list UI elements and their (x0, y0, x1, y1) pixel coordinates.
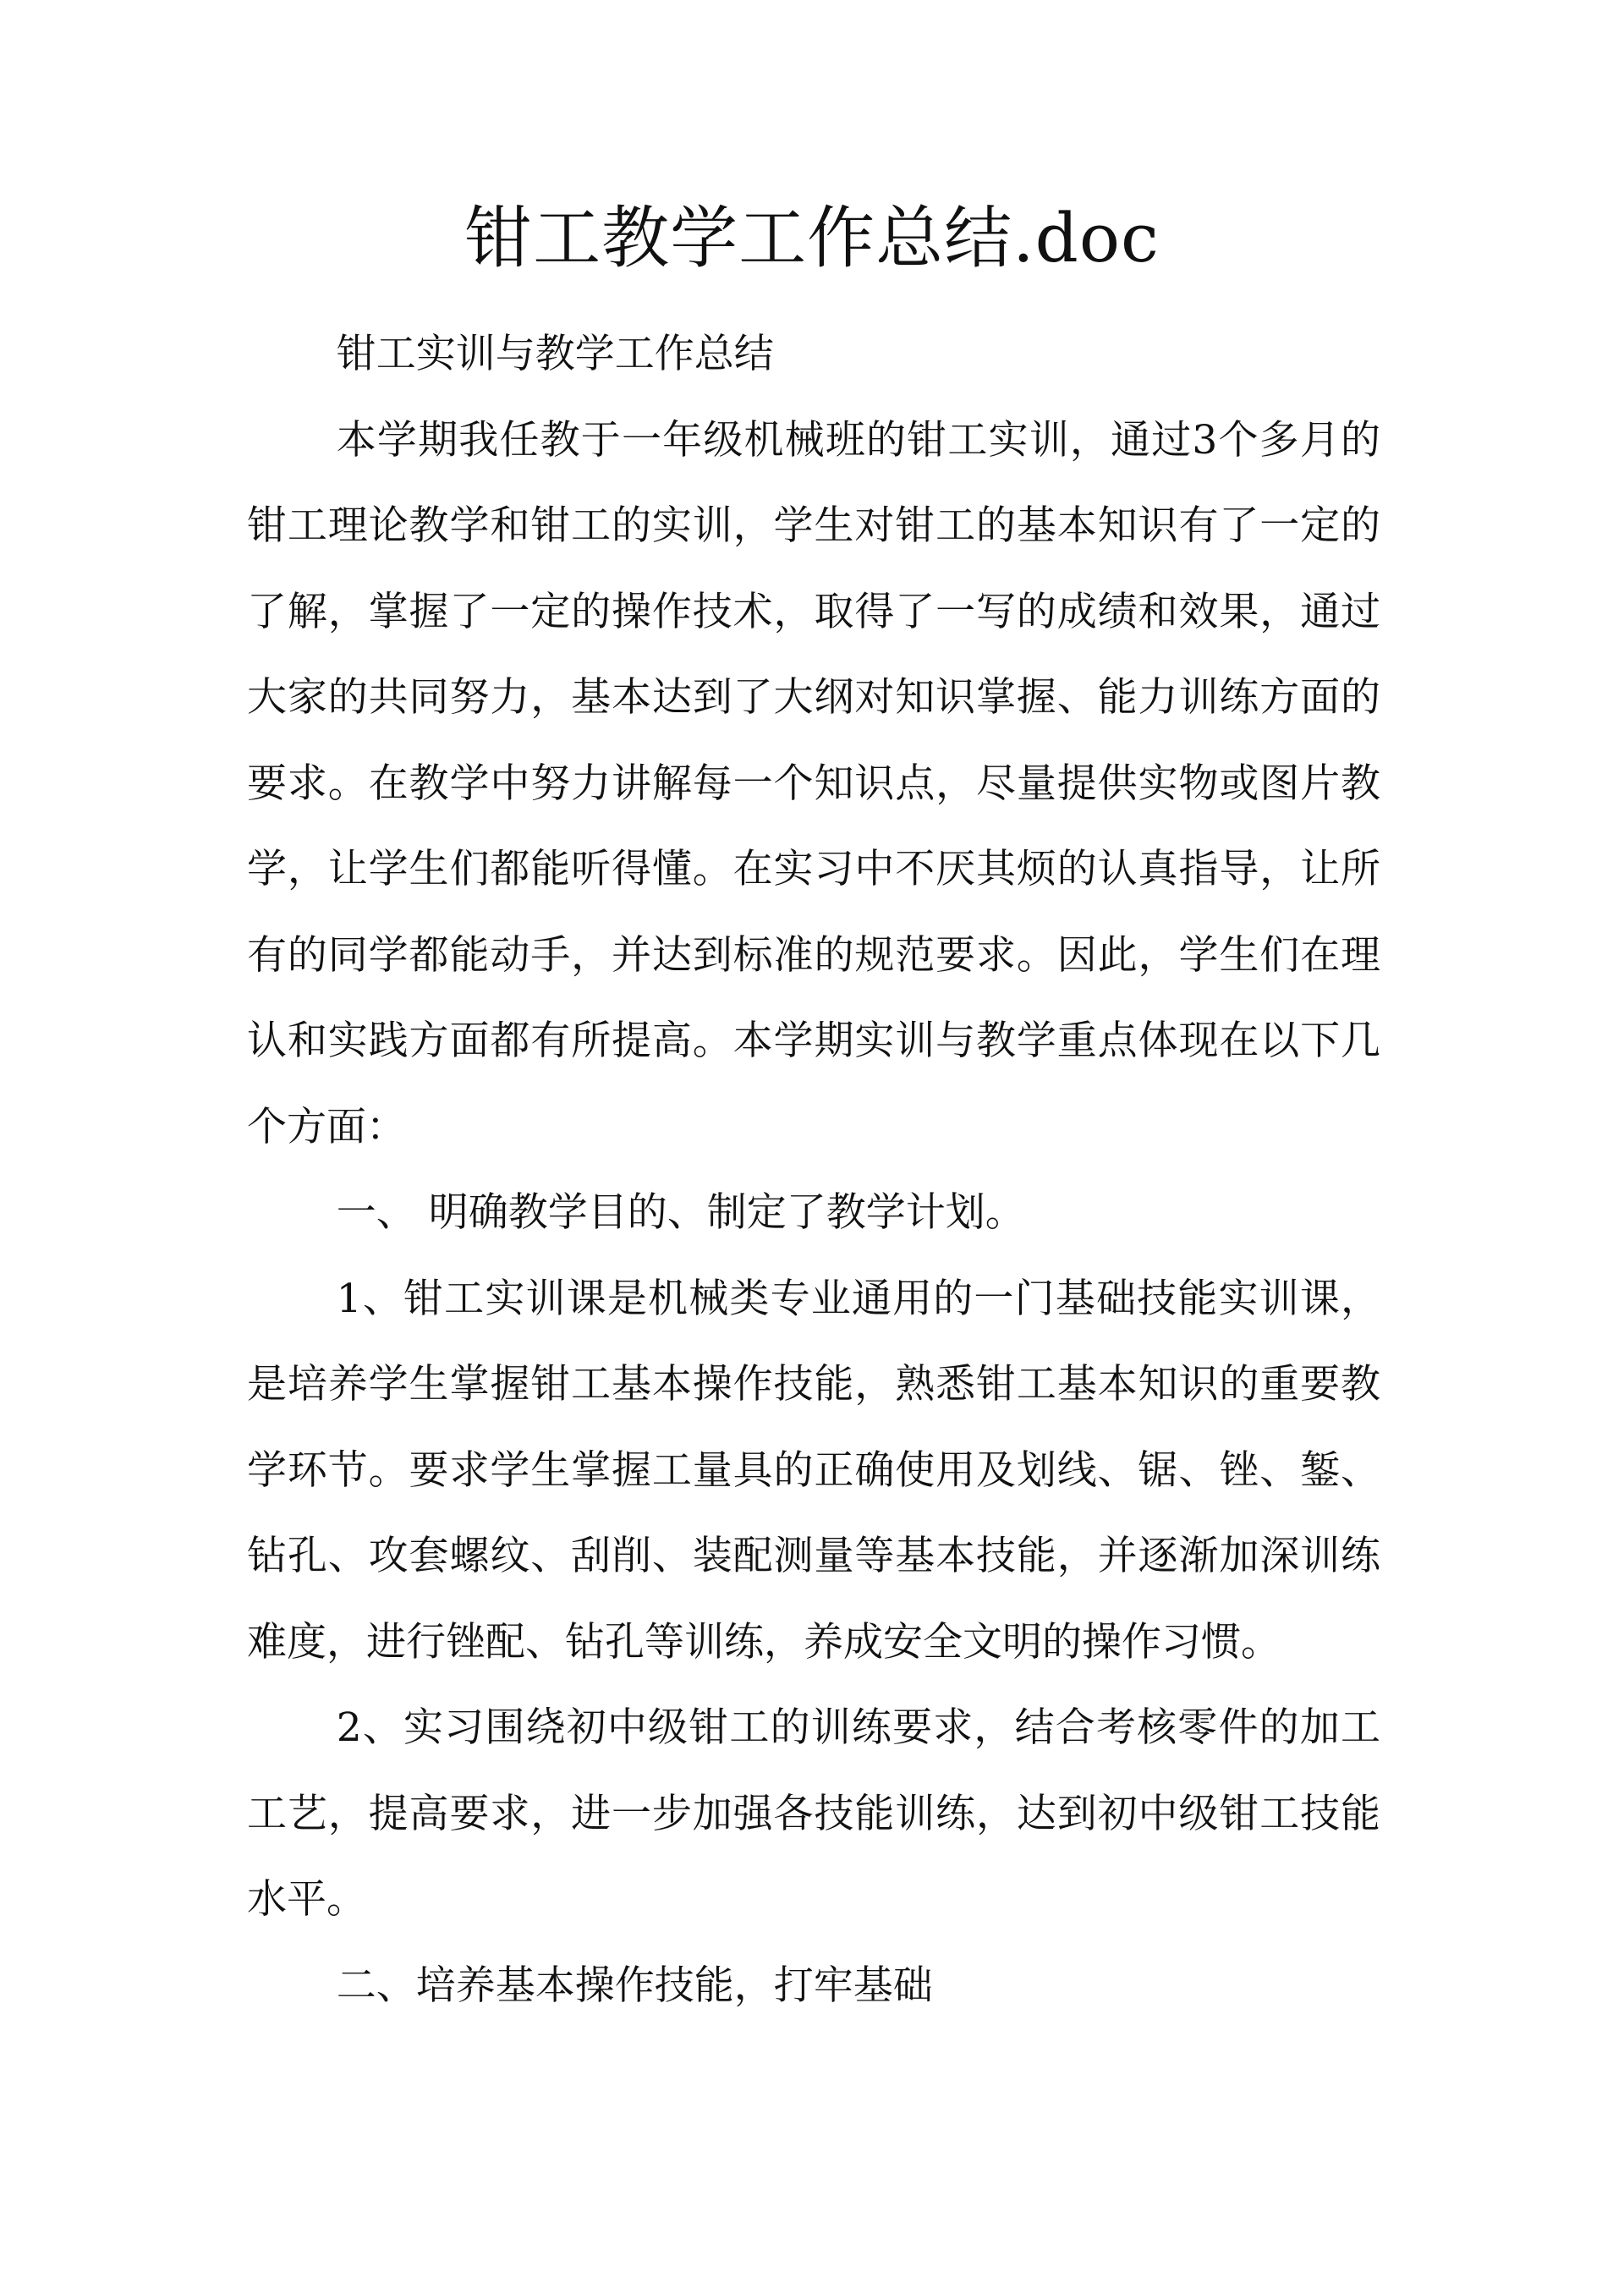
document-body (247, 311, 1380, 2028)
paragraph-heading: 钳工实训与教学工作总结 (336, 331, 774, 377)
paragraph-section-one: 一、 明确教学目的、制定了教学计划。 (336, 1189, 1025, 1236)
paragraph-item-one: 1、钳工实训课是机械类专业通用的一门基础技能实训课，是培养学生掌握钳工基本操作技能，熟悉钳工基本知识的重要教学环节。要求学生掌握工量具的正确使用及划线、锯、锉、錾、钻孔、攻套螺纹、刮削、装配测量等基本技能，并逐渐加深训练难度，进行锉配、钻孔等训练，养成安全文明的操作习惯。 (247, 1275, 1380, 1666)
document-title: 钳工教学工作总结.doc (464, 199, 1160, 277)
paragraph-item-two: 2、实习围绕初中级钳工的训练要求，结合考核零件的加工工艺，提高要求，进一步加强各技能训练，达到初中级钳工技能水平。 (247, 1704, 1380, 1923)
paragraph-section-two: 二、培养基本操作技能，打牢基础 (336, 1962, 933, 2009)
paragraph-intro: 本学期我任教于一年级机械班的钳工实训，通过3个多月的钳工理论教学和钳工的实训，学生对钳工的基本知识有了一定的了解，掌握了一定的操作技术，取得了一写的成绩和效果，通过大家的共同努力，基本达到了大纲对知识掌握、能力训练方面的要求。在教学中努力讲解每一个知识点，尽量提供实物或图片教学，让学生们都能听得懂。在实习中不厌其烦的认真指导，让所有的同学都能动手，并达到标准的规范要求。因此，学生们在理认和实践方面都有所提高。本学期实训与教学重点体现在以下几个方面： (247, 416, 1380, 1150)
